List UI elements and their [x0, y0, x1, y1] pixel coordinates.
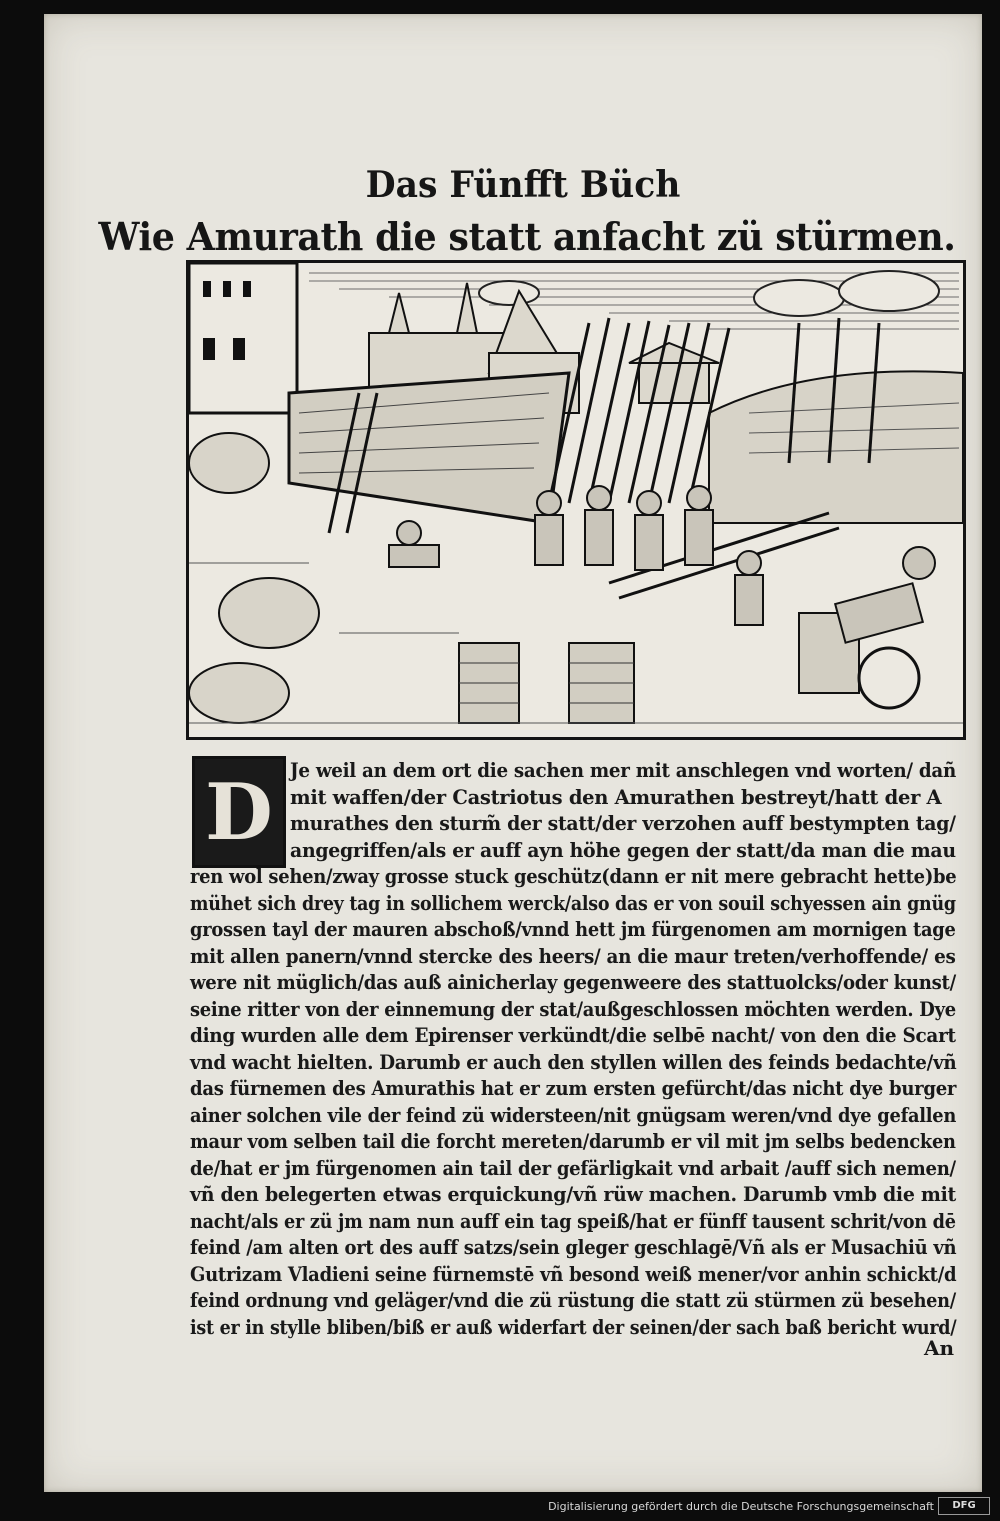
- chapter-heading: Wie Amurath die statt anfacht zü stürmen.: [98, 214, 956, 259]
- text-line: feind /am alten ort des auff satzs/sein gleger geschlagē/Vñ als er Musachiū vñ: [190, 1236, 957, 1259]
- text-line: mit waffen/der Castriotus den Amurathen bestreyt/hatt der A: [290, 785, 942, 809]
- text-line: murathes den sturm̃ der statt/der verzohen auff bestympten tag/: [290, 812, 956, 835]
- text-line: vñ den belegerten etwas erquickung/vñ rüw machen. Darumb vmb die mit: [190, 1183, 956, 1206]
- text-line: Gutrizam Vladieni seine fürnemstē vñ besond weiß mener/vor anhin schickt/d: [190, 1262, 957, 1286]
- initial-letter: D: [205, 767, 273, 858]
- text-line: were nit müglich/das auß ainicherlay gegenweere des stattuolcks/oder kunst/: [190, 971, 956, 994]
- text-line: mühet sich drey tag in sollichem werck/also das er von souil schyessen ain gnüg: [190, 891, 956, 915]
- catchword: An: [924, 1336, 955, 1360]
- text-line: angegriffen/als er auff ayn höhe gegen der statt/da man die mau: [290, 838, 956, 862]
- woodcut-illustration: [186, 260, 966, 740]
- text-line: ding wurden alle dem Epirenser verkündt/die selbē nacht/ von den die Scart: [190, 1024, 956, 1047]
- text-line: seine ritter von der einnemung der stat/außgeschlossen möchten werden. Dye: [190, 997, 956, 1021]
- text-line: ist er in stylle bliben/biß er auß widerfart der seinen/der sach baß bericht wurd/: [190, 1315, 957, 1339]
- text-line: mit allen panern/vnnd stercke des heers/ an die maur treten/verhoffende/ es: [190, 944, 956, 968]
- text-line: ainer solchen vile der feind zü widersteen/nit gnügsam weren/vnd dye gefallen: [190, 1103, 957, 1127]
- footer-credit: Digitalisierung gefördert durch die Deutsche Forschungsgemeinschaft: [548, 1500, 934, 1513]
- book-title: Das Fünfft Büch: [365, 164, 681, 206]
- siege-scene-illustration: [189, 263, 963, 737]
- text-line: ren wol sehen/zway grosse stuck geschütz(dann er nit mere gebracht hette)be: [190, 865, 957, 888]
- text-line: das fürnemen des Amurathis hat er zum ersten gefürcht/das nicht dye burger: [190, 1077, 957, 1100]
- text-line: de/hat er jm fürgenomen ain tail der gefärligkait vnd arbait /auff sich nemen/: [190, 1156, 956, 1180]
- text-line: maur vom selben tail die forcht mereten/darumb er vil mit jm selbs bedencken: [190, 1130, 956, 1153]
- text-line: Je weil an dem ort die sachen mer mit anschlegen vnd worten/ dañ: [290, 759, 956, 782]
- text-line: vnd wacht hielten. Darumb er auch den styllen willen des feinds bedachte/vñ: [190, 1050, 957, 1074]
- text-line: grossen tayl der mauren abschoß/vnnd hett jm fürgenomen am mornigen tage: [190, 918, 956, 941]
- decorated-initial: [192, 756, 286, 868]
- text-line: nacht/als er zü jm nam nun auff ein tag speiß/hat er fünff tausent schrit/von dē: [190, 1209, 956, 1233]
- book-page: [44, 14, 982, 1492]
- text-line: feind ordnung vnd geläger/vnd die zü rüstung die statt zü stürmen zü besehen/: [190, 1289, 956, 1312]
- dfg-logo: DFG: [938, 1497, 990, 1515]
